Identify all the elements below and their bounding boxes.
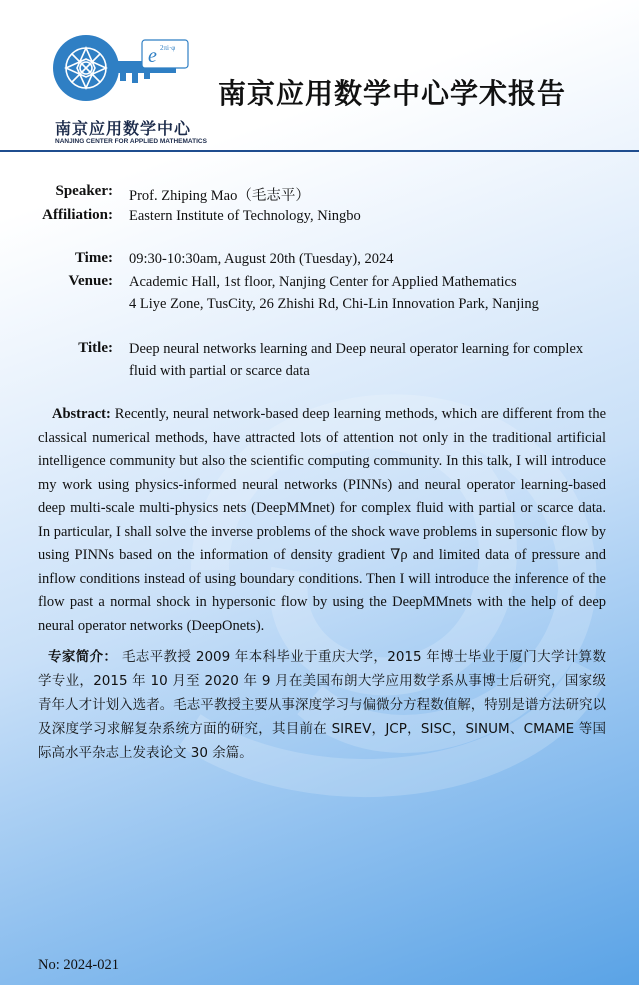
report-header: [0, 0, 639, 152]
speaker-bio-text: 毛志平教授 2009 年本科毕业于重庆大学，2015 年博士毕业于厦门大学计算数学专业，2015 年 10 月至 2020 年 9 月在美国布朗大学应用数学系从事博士后研究，国家级青年人才计划入选者。毛志平教授主要从事深度学习与偏微分方程数值解，特别是谱方法研究以及深度学习求解复杂系统方面的研究，其目前在 SIREV，JCP，SISC，SINUM、CMAME 等国际高水平杂志上发表论文 30 余篇。: [38, 649, 607, 761]
time-label: Time:: [74, 250, 113, 266]
time-value: 09:30-10:30am, August 20th (Tuesday), 2024: [129, 251, 394, 267]
venue-line-2: 4 Liye Zone, TusCity, 26 Zhishi Rd, Chi-Lin Innovation Park, Nanjing: [129, 296, 539, 312]
title-label: Title:: [78, 340, 113, 356]
speaker-label: Speaker:: [55, 183, 113, 199]
venue-label: Venue:: [68, 273, 113, 289]
page-title: 南京应用数学中心学术报告: [218, 77, 567, 110]
affiliation-label: Affiliation:: [42, 207, 113, 223]
key-logo-icon: [50, 28, 190, 114]
logo-english-name: NANJING CENTER FOR APPLIED MATHEMATICS: [55, 138, 207, 145]
logo-chinese-name: 南京应用数学中心: [55, 119, 192, 138]
logo-formula: 2πi·φ: [160, 44, 176, 52]
header-divider: [0, 150, 639, 152]
speaker-bio-label: 专家简介：: [48, 649, 118, 665]
affiliation-value: Eastern Institute of Technology, Ningbo: [129, 208, 361, 224]
abstract-text: Recently, neural network-based deep learning methods, which are different from the classical numerical methods, have attracted lots of attention not only in the traditional artificial intelligence community but also the scientific computing community. In this talk, I will introduce my work using physics-informed neural networks (PINNs) and neural operator learning-based deep multi-scale multi-physics nets (DeepMMnet) for complex fluid with partial or scarce data. In particular, I shall solve the inverse problems of the shock wave problems in supersonic flow by using PINNs based on the information of density gradient ∇ρ and limited data of pressure and inflow conditions instead of using boundary conditions. Then I will introduce the inference of the flow past a normal shock in hypersonic flow by using the DeepMMnets with the help of deep neural operator networks (DeepOnets).: [38, 406, 607, 634]
abstract-paragraph: [38, 403, 606, 638]
logo-key-text: e: [148, 45, 157, 67]
speaker-bio-paragraph: [38, 645, 606, 765]
venue-line-1: Academic Hall, 1st floor, Nanjing Center for Applied Mathematics: [129, 274, 517, 290]
abstract-label: Abstract:: [52, 406, 111, 422]
talk-title: Deep neural networks learning and Deep neural operator learning for complex fluid with partial or scarce data: [129, 341, 584, 379]
document-number: No: 2024-021: [38, 957, 119, 973]
speaker-value: Prof. Zhiping Mao（毛志平）: [129, 188, 310, 204]
